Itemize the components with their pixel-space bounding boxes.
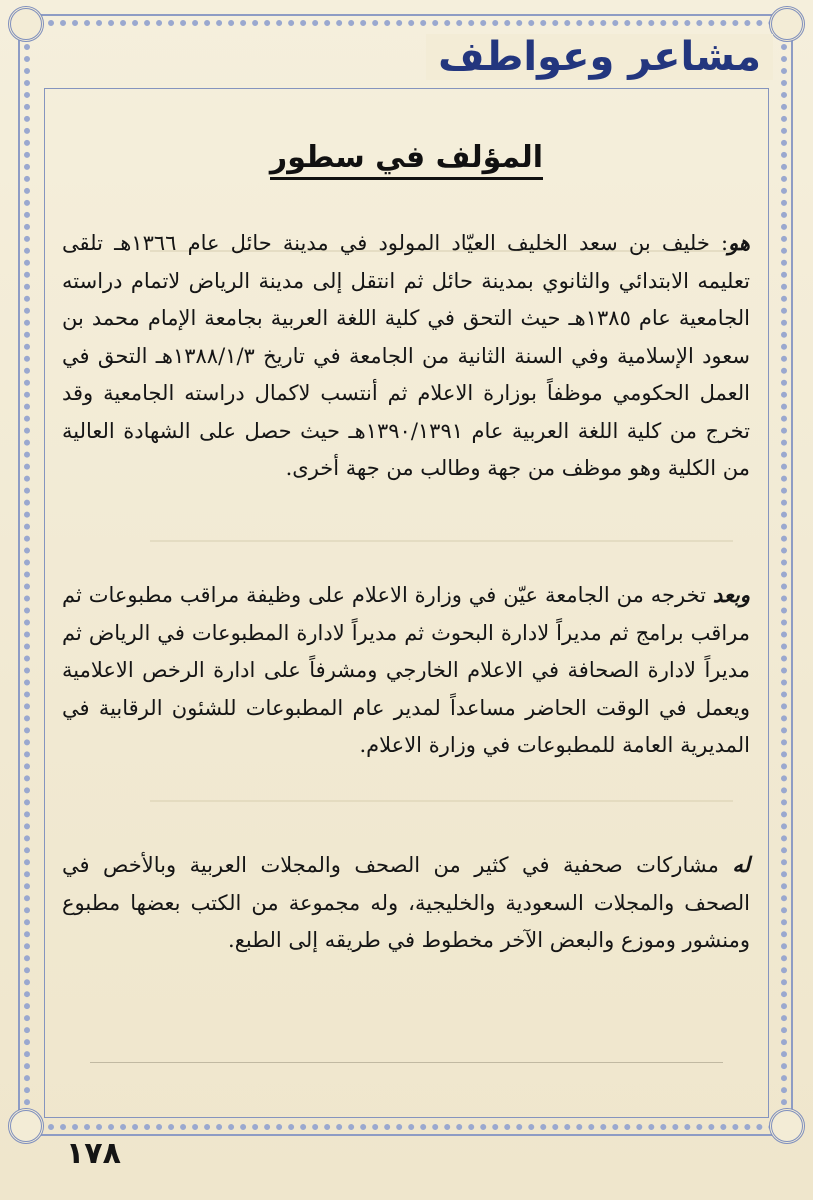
book-title: مشاعر وعواطف [426,34,773,80]
corner-ornament-icon [8,1108,44,1144]
paragraph-biography [62,224,750,488]
paragraph-lead: له [732,852,750,877]
section-heading [0,140,813,175]
section-heading-text: المؤلف في سطور [270,140,543,180]
paragraph-text: تخرجه من الجامعة عيّن في وزارة الاعلام على وظيفة مراقب مطبوعات ثم مراقب برامج ثم مديراً لادارة البحوث ثم مديراً لادارة المطبوعات في الرياض ثم مديراً لادارة الصحافة في الاعلام الخارجي ومشرفاً على ادارة الرخص الاعلامية ويعمل في الوقت الحاضر مساعداً لمدير عام المطبوعات للشئون الرقابية في المديرية العامة للمطبوعات في وزارة الاعلام. [62,583,750,757]
bleed-through [150,800,733,802]
footnote-divider [90,1062,723,1063]
bleed-through [150,540,733,542]
paragraph-text: : خليف بن سعد الخليف العيّاد المولود في مدينة حائل عام ١٣٦٦هـ تلقى تعليمه الابتدائي والثانوي بمدينة حائل ثم انتقل إلى مدينة الرياض لاتمام دراسته الجامعية عام ١٣٨٥هـ حيث التحق في كلية اللغة العربية بجامعة الإمام محمد بن سعود الإسلامية وفي السنة الثانية من الجامعة في تاريخ ١٣٨٨/١/٣هـ التحق في العمل الحكومي موظفاً بوزارة الاعلام ثم أنتسب لاكمال دراسته الجامعية وقد تخرج من كلية اللغة العربية عام ١٣٩٠/١٣٩١هـ حيث حصل على الشهادة العالية من الكلية وهو موظف من جهة وطالب من جهة أخرى. [62,231,751,480]
page-number: ١٧٨ [66,1136,121,1171]
paragraph-lead: هو [728,230,750,255]
paragraph-publications [62,846,750,960]
paragraph-lead: وبعد [712,582,750,607]
corner-ornament-icon [8,6,44,42]
paragraph-text: مشاركات صحفية في كثير من الصحف والمجلات العربية وبالأخص في الصحف والمجلات السعودية والخليجية، وله مجموعة من الكتب بعضها مطبوع ومنشور وموزع والبعض الآخر مخطوط في طريقه إلى الطبع. [62,853,750,952]
corner-ornament-icon [769,6,805,42]
paragraph-career [62,576,750,765]
corner-ornament-icon [769,1108,805,1144]
